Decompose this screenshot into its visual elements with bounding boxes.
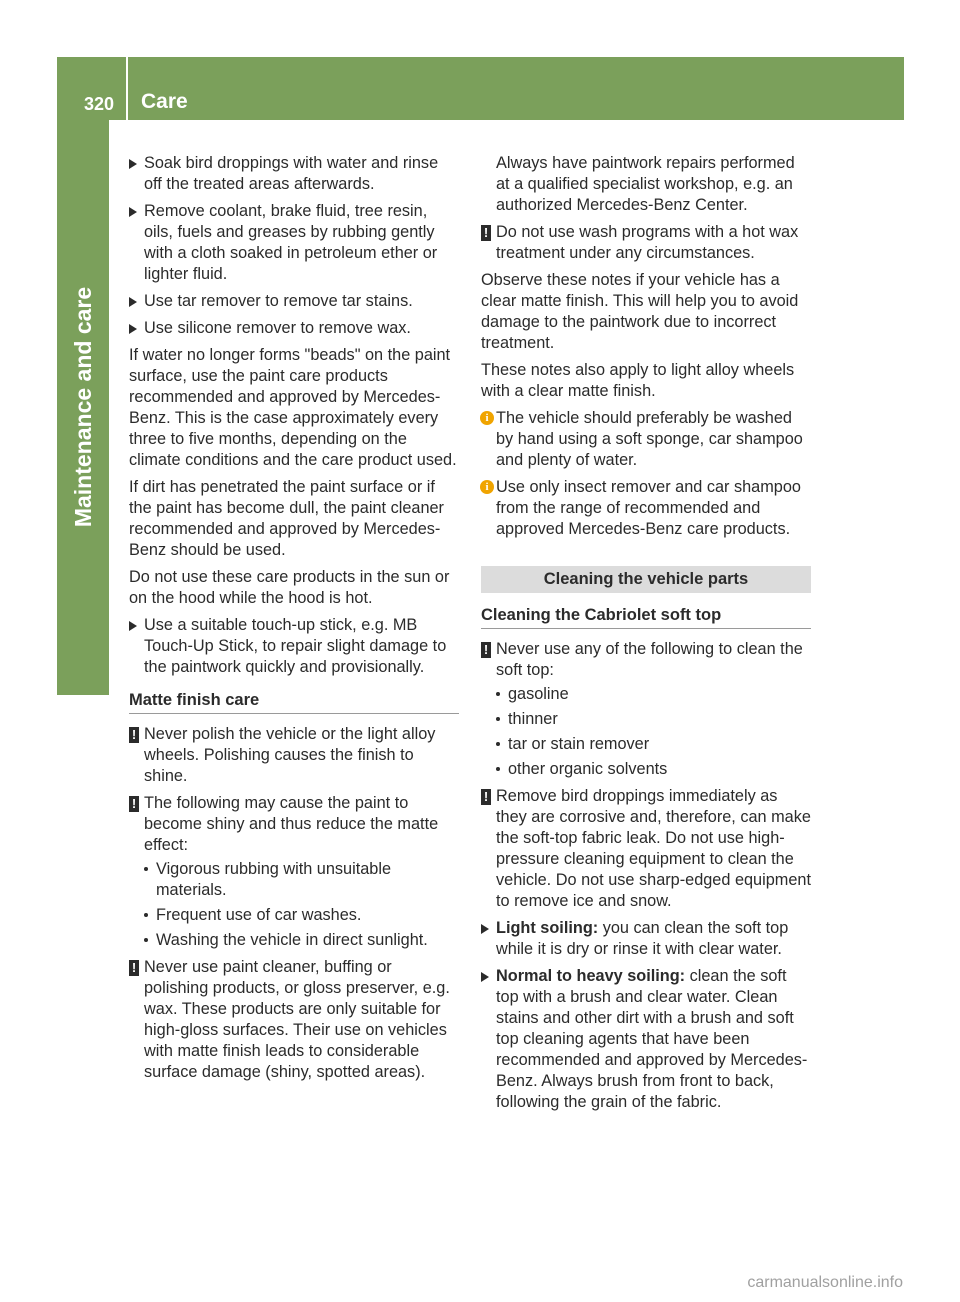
bullet-item: thinner (496, 709, 811, 730)
left-column (129, 153, 459, 1089)
warning-icon: ! (481, 642, 491, 658)
warning-text: Never use any of the following to clean the soft top: (496, 640, 803, 679)
step-text: Use a suitable touch-up stick, e.g. MB Touch-Up Stick, to repair slight damage to the paintwork quickly and provisionally. (144, 616, 447, 676)
warning-note (481, 639, 811, 780)
warning-text: Never use paint cleaner, buffing or polishing products, or gloss preserver, e.g. wax. These products are only suitable for high-gloss surfaces. Their use on vehicles with matte finish leads to considerable surface damage (shiny, spotted areas). (144, 958, 450, 1081)
warning-icon: ! (481, 789, 491, 805)
section-title: Care (141, 90, 188, 113)
step-text: Soak bird droppings with water and rinse off the treated areas afterwards. (144, 154, 439, 193)
paragraph: Observe these notes if your vehicle has a clear matte finish. This will help you to avoid damage to the paintwork due to incorrect treatment. (481, 271, 799, 352)
bullet-item: Frequent use of car washes. (144, 905, 459, 926)
arrow-icon (129, 621, 137, 631)
warning-note (481, 786, 811, 912)
warning-text: Never polish the vehicle or the light alloy wheels. Polishing causes the finish to shine. (144, 725, 436, 785)
warning-icon: ! (129, 727, 139, 743)
info-text: Use only insect remover and car shampoo from the range of recommended and approved Mercedes-Benz care products. (496, 478, 801, 538)
step-item (129, 291, 459, 312)
header-divider (126, 57, 128, 120)
bullet-item: other organic solvents (496, 759, 811, 780)
warning-note (129, 957, 459, 1083)
bullet-list (144, 859, 459, 951)
warning-note (481, 222, 811, 264)
page-number: 320 (84, 94, 115, 114)
step-text: Use tar remover to remove tar stains. (144, 292, 413, 310)
arrow-icon (129, 297, 137, 307)
step-item (481, 966, 811, 1113)
step-item (129, 615, 459, 678)
bullet-list (496, 684, 811, 780)
paragraph: Do not use these care products in the sun or on the hood while the hood is hot. (129, 568, 450, 607)
info-note (481, 408, 811, 471)
soft-top-heading: Cleaning the Cabriolet soft top (481, 605, 811, 629)
step-text: Remove coolant, brake fluid, tree resin, oils, fuels and greases by rubbing gently with a cloth soaked in petroleum ether or lighter fluid. (144, 202, 438, 283)
arrow-icon (129, 207, 137, 217)
warning-text: The following may cause the paint to become shiny and thus reduce the matte effect: (144, 794, 439, 854)
bullet-item: gasoline (496, 684, 811, 705)
step-item (129, 153, 459, 195)
warning-icon: ! (129, 960, 139, 976)
side-tab-label: Maintenance and care (70, 286, 96, 528)
step-text: you can clean the soft top while it is dry or rinse it with clear water. (496, 919, 789, 958)
info-text: The vehicle should preferably be washed by hand using a soft sponge, car shampoo and plenty of water. (496, 409, 803, 469)
step-label: Light soiling: (496, 919, 599, 937)
step-label: Normal to heavy soiling: (496, 967, 686, 985)
paragraph: Always have paintwork repairs performed at a qualified specialist workshop, e.g. an authorized Mercedes-Benz Center. (496, 154, 795, 214)
warning-note (129, 793, 459, 951)
watermark: carmanualsonline.info (747, 1274, 903, 1291)
info-icon: i (480, 480, 494, 494)
warning-note (129, 724, 459, 787)
step-text: clean the soft top with a brush and clear water. Clean stains and other dirt with a brush and soft top cleaning agents that have been recommended and approved by Mercedes-Benz. Always brush from front to back, following the grain of the fabric. (496, 967, 808, 1111)
step-text: Use silicone remover to remove wax. (144, 319, 411, 337)
section-band-heading: Cleaning the vehicle parts (481, 566, 811, 593)
paragraph: If dirt has penetrated the paint surface or if the paint has become dull, the paint cleaner recommended and approved by Mercedes-Benz should be used. (129, 478, 444, 559)
bullet-item: Vigorous rubbing with unsuitable materials. (144, 859, 459, 901)
right-column (481, 153, 811, 1119)
arrow-icon (481, 972, 489, 982)
step-item (481, 918, 811, 960)
arrow-icon (481, 924, 489, 934)
bullet-item: Washing the vehicle in direct sunlight. (144, 930, 459, 951)
arrow-icon (129, 159, 137, 169)
matte-heading: Matte finish care (129, 690, 459, 714)
warning-icon: ! (129, 796, 139, 812)
warning-text: Do not use wash programs with a hot wax treatment under any circumstances. (496, 223, 799, 262)
paragraph: If water no longer forms "beads" on the paint surface, use the paint care products recommended and approved by Mercedes-Benz. This is the case approximately every three to five months, depending on the climate conditions and the care product used. (129, 346, 457, 469)
warning-text: Remove bird droppings immediately as they are corrosive and, therefore, can make the soft-top fabric leak. Do not use high-pressure cleaning equipment to clean the vehicle. Do not use sharp-edged equipment to remove ice and snow. (496, 787, 811, 910)
info-note (481, 477, 811, 540)
bullet-item: tar or stain remover (496, 734, 811, 755)
step-item (129, 201, 459, 285)
info-icon: i (480, 411, 494, 425)
arrow-icon (129, 324, 137, 334)
warning-icon: ! (481, 225, 491, 241)
step-item (129, 318, 459, 339)
paragraph: These notes also apply to light alloy wheels with a clear matte finish. (481, 361, 795, 400)
